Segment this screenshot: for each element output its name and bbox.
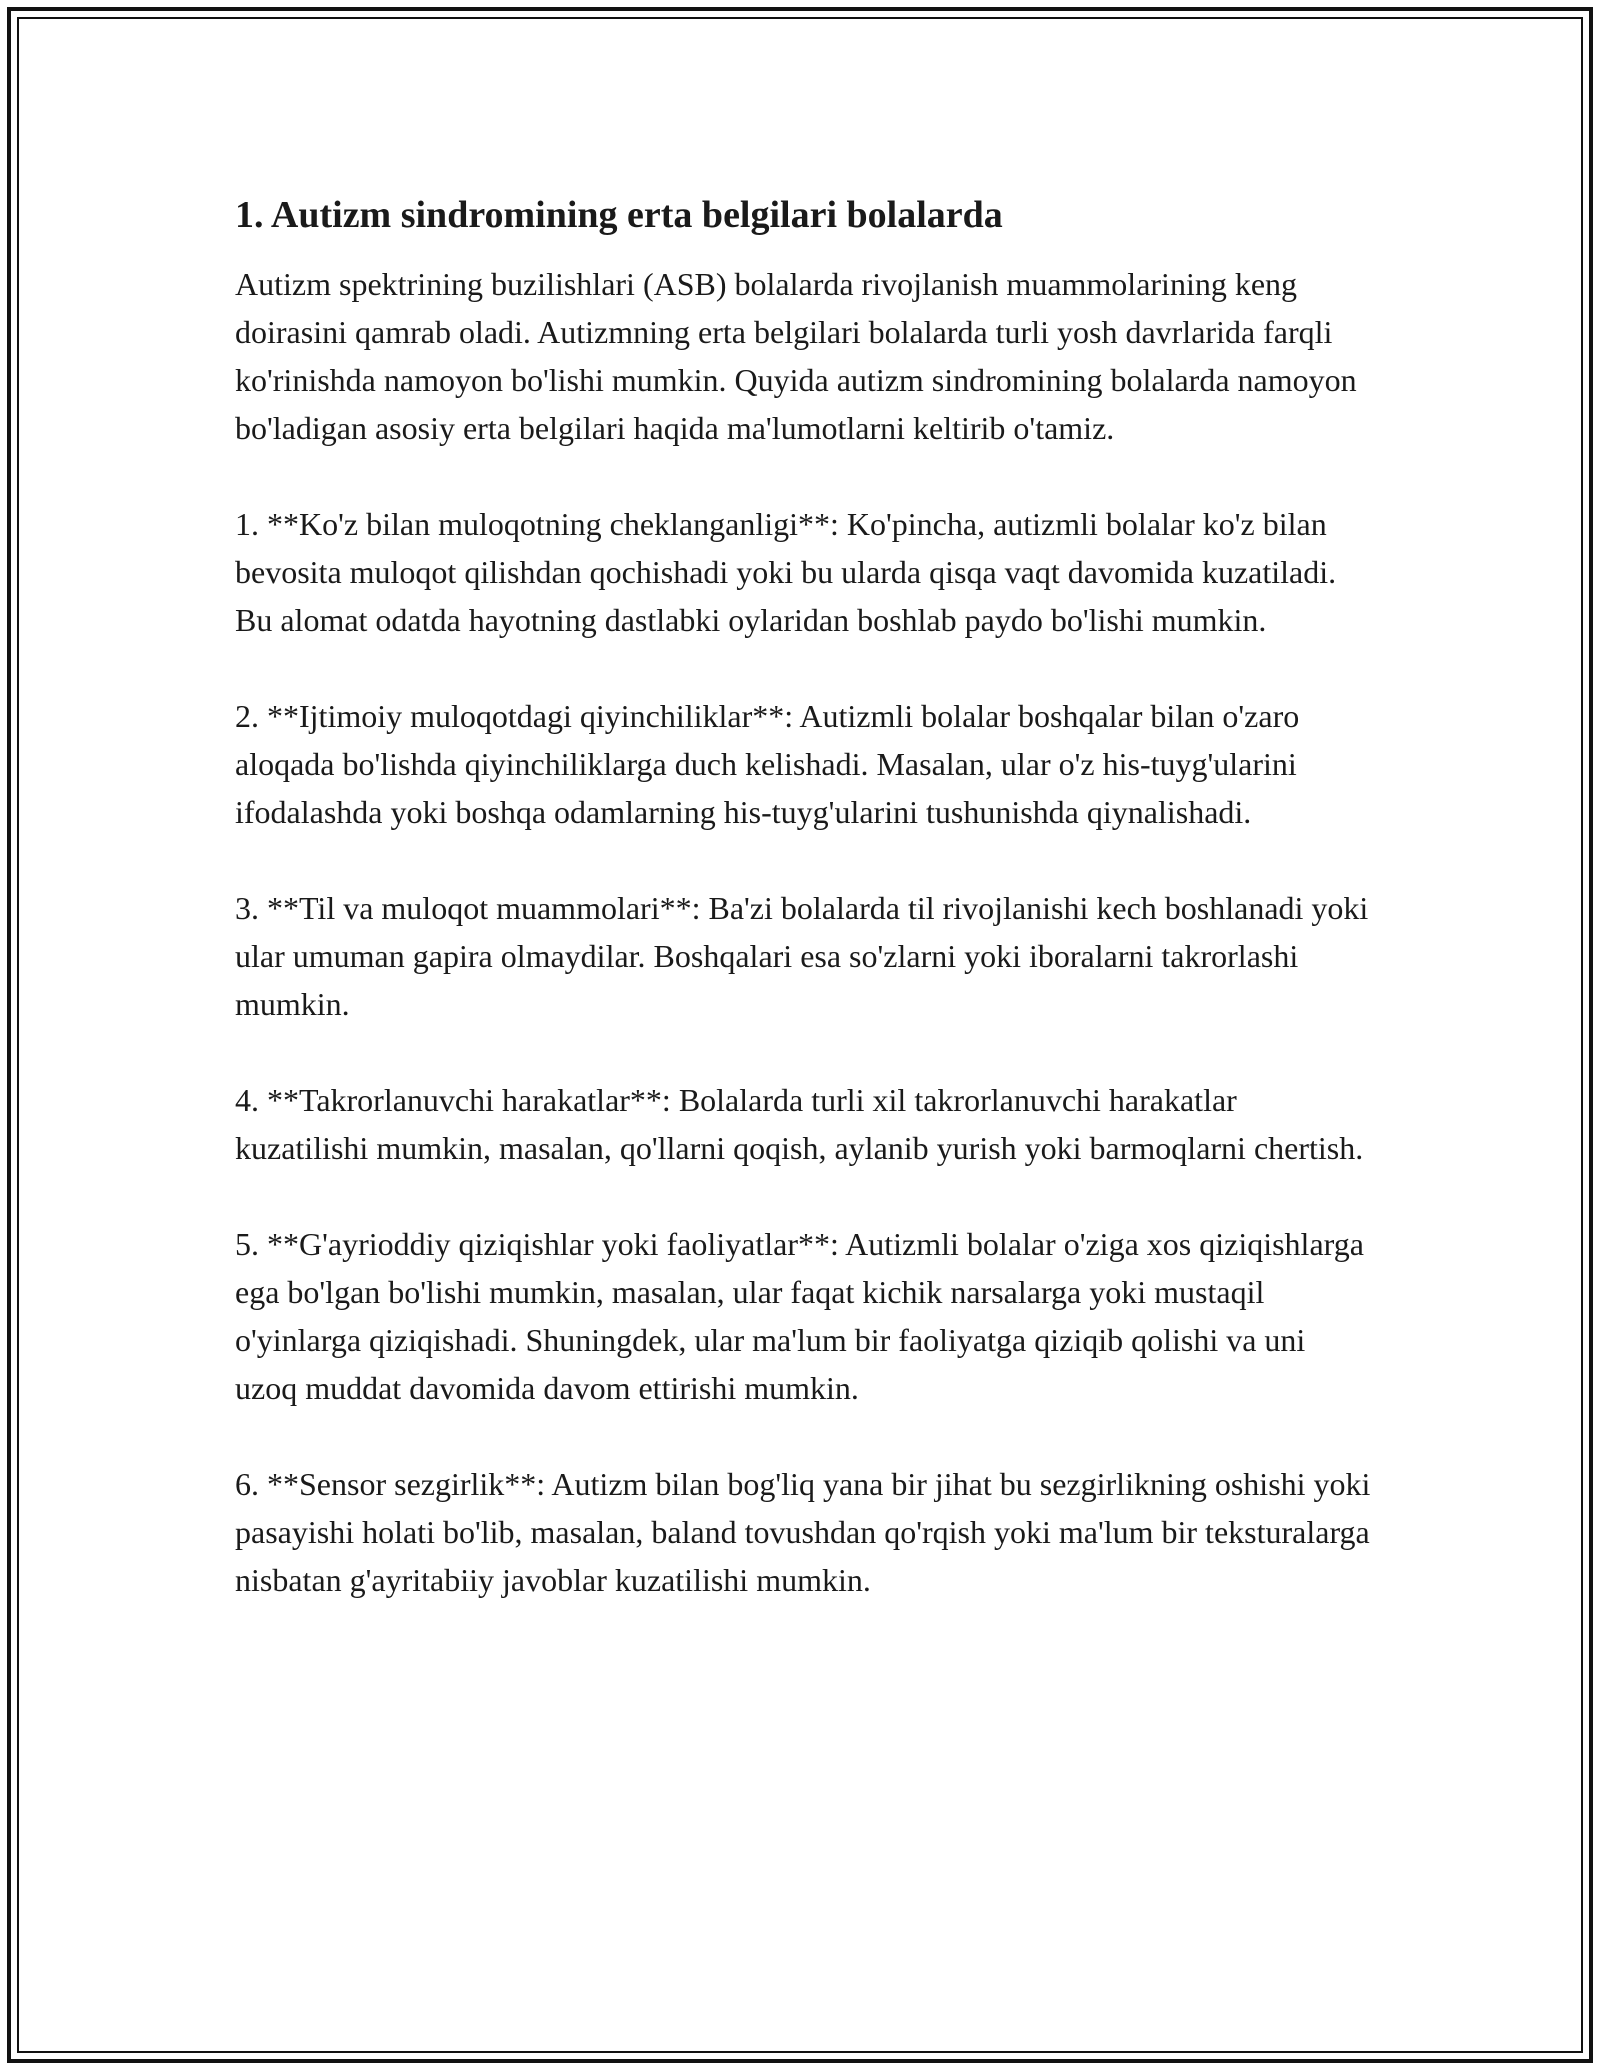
list-item-4: 4. **Takrorlanuvchi harakatlar**: Bolalarda turli xil takrorlanuvchi harakatlar kuzatilishi mumkin, masalan, qo'llarni qoqish, aylanib yurish yoki barmoqlarni chertish. (235, 1082, 1364, 1166)
list-item-1: 1. **Ko'z bilan muloqotning cheklanganligi**: Ko'pincha, autizmli bolalar ko'z bilan bevosita muloqot qilishdan qochishadi yoki bu ularda qisqa vaqt davomida kuzatiladi. Bu alomat odatda hayotning dastlabki oylaridan boshlab paydo bo'lishi mumkin. (235, 506, 1337, 638)
list-item-2: 2. **Ijtimoiy muloqotdagi qiyinchiliklar**: Autizmli bolalar boshqalar bilan o'zaro aloqada bo'lishda qiyinchiliklarga duch kelishadi. Masalan, ular o'z his-tuyg'ularini ifodalashda yoki boshqa odamlarning his-tuyg'ularini tushunishda qiynalishadi. (235, 698, 1300, 830)
list-item-6: 6. **Sensor sezgirlik**: Autizm bilan bog'liq yana bir jihat bu sezgirlikning oshishi yoki pasayishi holati bo'lib, masalan, baland tovushdan qo'rqish yoki ma'lum bir teksturalarga nisbatan g'ayritabiiy javoblar kuzatilishi mumkin. (235, 1466, 1371, 1598)
list-item-5: 5. **G'ayrioddiy qiziqishlar yoki faoliyatlar**: Autizmli bolalar o'ziga xos qiziqishlarga ega bo'lgan bo'lishi mumkin, masalan, ular faqat kichik narsalarga yoki mustaqil o'yinlarga qiziqishadi. Shuningdek, ular ma'lum bir faoliyatga qiziqib qolishi va uni uzoq muddat davomida davom ettirishi mumkin. (235, 1226, 1364, 1406)
intro-paragraph: Autizm spektrining buzilishlari (ASB) bolalarda rivojlanish muammolarining keng doirasini qamrab oladi. Autizmning erta belgilari bolalarda turli yosh davrlarida farqli ko'rinishda namoyon bo'lishi mumkin. Quyida autizm sindromining bolalarda namoyon bo'ladigan asosiy erta belgilari haqida ma'lumotlarni keltirib o'tamiz. (235, 266, 1357, 446)
document-body (235, 182, 1375, 1604)
document-title: 1. Autizm sindromining erta belgilari bolalarda (235, 194, 1003, 236)
list-item-3: 3. **Til va muloqot muammolari**: Ba'zi bolalarda til rivojlanishi kech boshlanadi yoki ular umuman gapira olmaydilar. Boshqalari esa so'zlarni yoki iboralarni takrorlashi mumkin. (235, 890, 1369, 1022)
